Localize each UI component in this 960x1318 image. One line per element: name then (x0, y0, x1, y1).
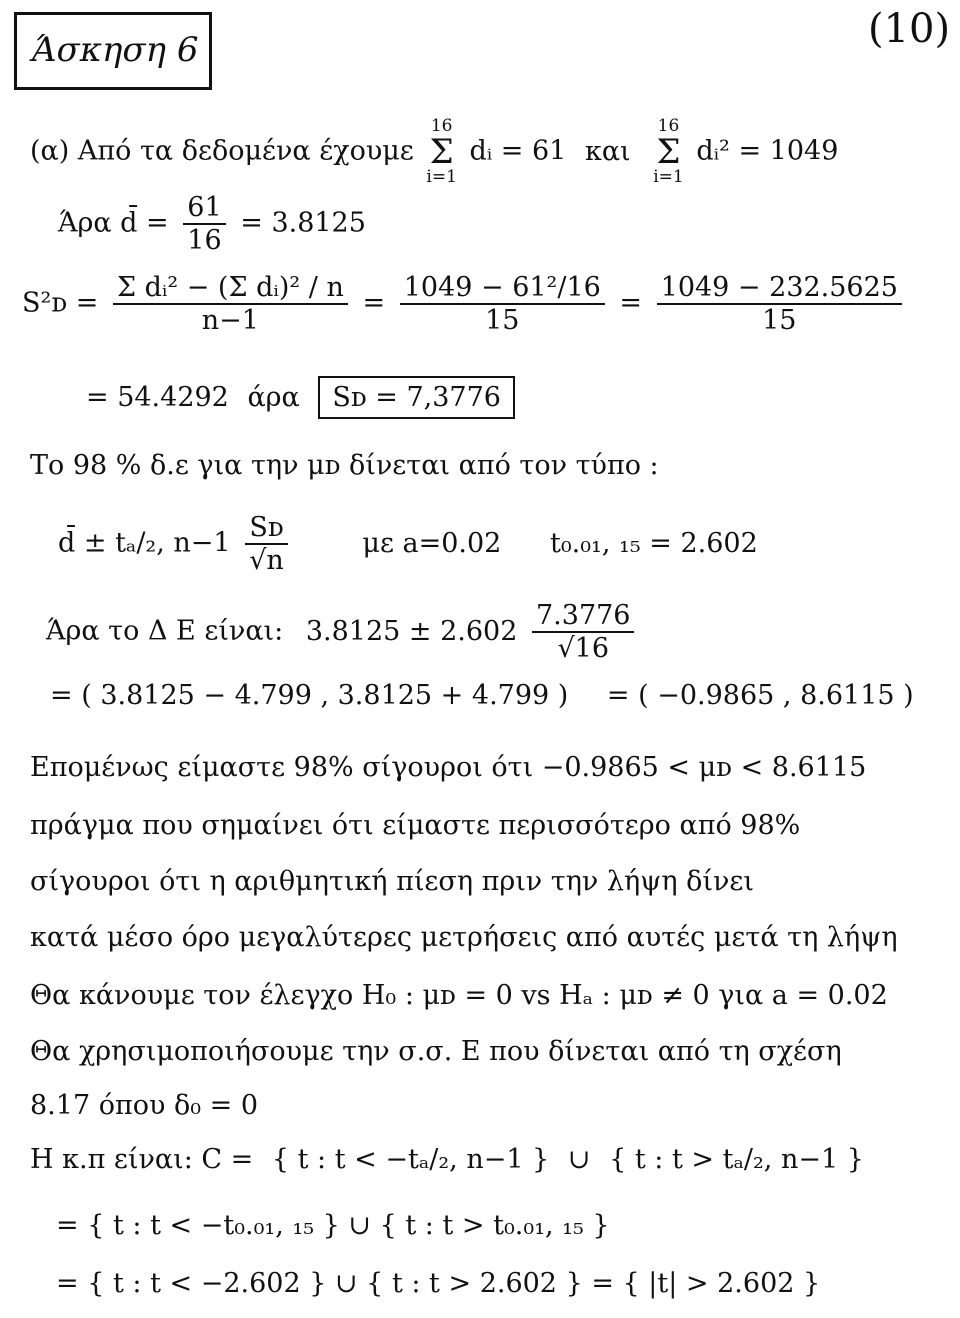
variance-fraction-1: $\frac{\text{Σ dᵢ² − (Σ dᵢ)² / n}}{n-1}$ (113, 272, 348, 336)
line-ci-intro: Το 98 % δ.ε για την μᴅ δίνεται από τον τύπο : (30, 450, 659, 481)
intro-text: (α) Από τα δεδομένα έχουμε (30, 135, 414, 167)
sum-d-squared-value: dᵢ² = 1049 (696, 135, 839, 167)
line-conclusion-1: Επομένως είμαστε 98% σίγουροι ότι −0.9865 < μᴅ < 8.6115 (30, 752, 867, 783)
line-given-sums (30, 118, 838, 186)
line-conclusion-2: πράγμα που σημαίνει ότι είμαστε περισσότερο από 98% (30, 810, 801, 841)
ci-formula-fraction: $\frac{\text{Sᴅ}}{√n}$ (245, 512, 288, 576)
line-critical-region-2: = { t : t < −t₀.₀₁, ₁₅ } ∪ { t : t > t₀.₀₁, ₁₅ } (56, 1210, 610, 1241)
line-conclusion-3: σίγουροι ότι η αριθμητική πίεση πριν την λήψη δίνει (30, 866, 754, 897)
line-ci-formula: d̄ ± tₐ/₂, n−1 $\frac{\text{Sᴅ}}{√n}$ με a=0.02 t₀.₀₁, ₁₅ = 2.602 (58, 512, 758, 577)
sd-boxed-result: Sᴅ = 7,3776 (318, 376, 515, 419)
variance-fraction-3: $\frac{1049 - 232.5625}{15}$ (657, 272, 902, 336)
line-variance: S²ᴅ = $\frac{\text{Σ dᵢ² − (Σ dᵢ)² / n}}{n-1}$ = $\frac{\text{1049 − 61²/16}}{15}$ = $\frac{1049 - 232.5625}{15}$ (22, 272, 908, 336)
ci-numeric-fraction: $\frac{7.3776}{√16}$ (532, 600, 634, 664)
page-number: (10) (868, 6, 951, 52)
sum-d: 16 Σ i=1 (426, 116, 457, 187)
line-ci-interval: = ( 3.8125 − 4.799 , 3.8125 + 4.799 ) = ( −0.9865 , 8.6115 ) (50, 680, 914, 711)
line-mean: Άρα d̄ = $\frac{61}{16}$ = 3.8125 (58, 192, 366, 257)
sum-d-value: dᵢ = 61 (469, 135, 567, 167)
and-word: και (584, 135, 631, 167)
line-hypothesis-test: Θα κάνουμε τον έλεγχο H₀ : μᴅ = 0 vs Hₐ : μᴅ ≠ 0 για a = 0.02 (30, 980, 888, 1011)
line-critical-region: Η κ.π είναι: C = { t : t < −tₐ/₂, n−1 } ∪ { t : t > tₐ/₂, n−1 } (30, 1144, 864, 1175)
sum-d-squared: 16 Σ i=1 (653, 116, 684, 187)
variance-fraction-2: $\frac{\text{1049 − 61²/16}}{15}$ (400, 272, 605, 336)
line-delta-zero: 8.17 όπου δ₀ = 0 (30, 1090, 258, 1121)
line-test-statistic: Θα χρησιμοποιήσουμε την σ.σ. Ε που δίνεται από τη σχέση (30, 1036, 842, 1067)
line-critical-region-3: = { t : t < −2.602 } ∪ { t : t > 2.602 } = { |t| > 2.602 } (56, 1268, 821, 1299)
line-ci-numeric: Άρα το Δ Ε είναι: 3.8125 ± 2.602 $\frac{7.3776}{√16}$ (46, 600, 640, 664)
line-conclusion-4: κατά μέσο όρο μεγαλύτερες μετρήσεις από αυτές μετά τη λήψη (30, 922, 898, 953)
line-sd-result: = 54.4292 άρα Sᴅ = 7,3776 (86, 376, 515, 419)
mean-fraction: $\frac{61}{16}$ (183, 192, 225, 256)
page-title: Άσκηση 6 (32, 30, 199, 70)
